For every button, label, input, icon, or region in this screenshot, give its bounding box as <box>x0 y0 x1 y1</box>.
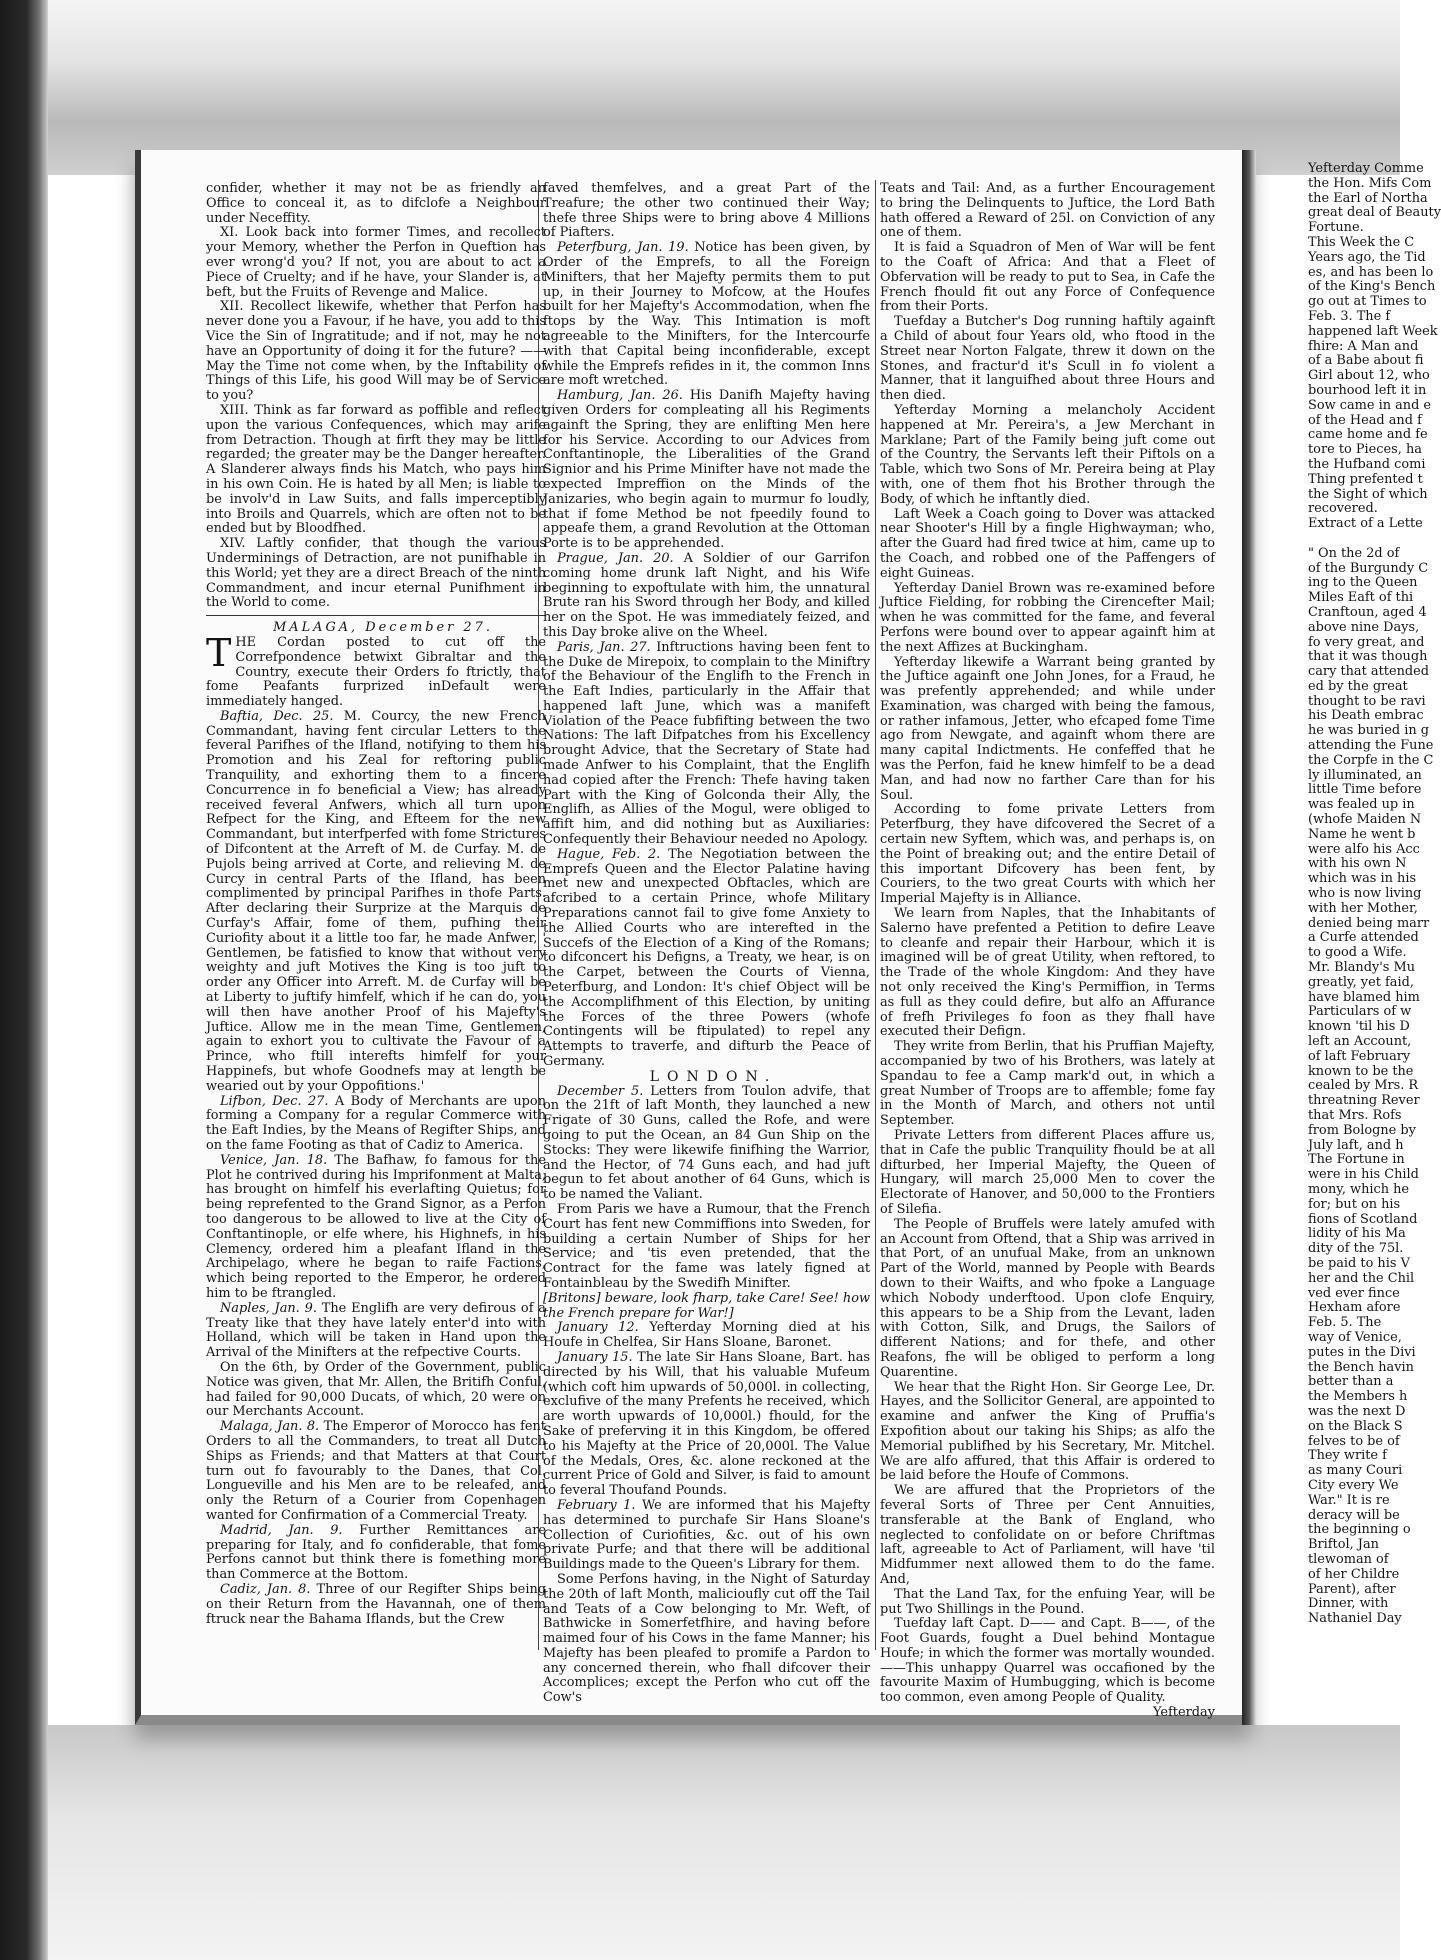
dateline: Paris, Jan. 27. <box>557 639 651 655</box>
column-3 <box>880 181 1215 1721</box>
dateline: Peterfburg, Jan. 19. <box>557 240 689 256</box>
dateline: Madrid, Jan. 9. <box>220 1522 343 1538</box>
text-line: Feb. 5. The <box>1308 1315 1382 1331</box>
text-line: was fealed up in <box>1308 797 1415 813</box>
text-line: Fortune. <box>1308 220 1364 236</box>
paragraph: We are affured that the Proprietors of the feveral Sorts of Three per Cent Annuities, transferable at the Bank of England, who neglected to confolidate on or before Chriftmas laft, agreeable to Act of Parliament, will have 'til Midfummer next allowed them to do the fame. And, <box>880 1483 1215 1587</box>
news-item: Baftia, Dec. 25. M. Courcy, the new French Commandant, having fent circular Letters to the feveral Parifhes of the Ifland, notifying to them his Promotion and his Zeal for reftoring public Tranquility, and exhorting them to a fincere Concurrence in fo beneficial a View; has already received feveral Anfwers, which all turn upon Refpect for the King, and Efteem for the new Commandant, but interfperfed with fome Strictures of Difcontent at the Arreft of M. de Curfay. M. de Pujols being arrived at Corte, and relieving M. de Curcy in central Parts of the Ifland, has been complimented by principal Parifhes in thofe Parts. After declaring their Surprize at the Marquis de Curfay's Affair, fome of them, pufhing their Curiofity about it a little too far, he made Anfwer, ' Gentlemen, be fatisfied to know that without very weighty and juft Motives the King is too juft to order any Officer into Arreft. M. de Curfay will be at Liberty to juftify himfelf, which if he can do, you will then have another Proof of his Majefty's Juftice. Allow me in the mean Time, Gentlemen, again to exhort you to cultivate the Favour of a Prince, who ftill interefts himfelf for your Happinefs, but whofe Goodnefs may at length be wearied out by your Oppofitions.' <box>206 708 546 1094</box>
text-line: great deal of Beauty <box>1308 205 1441 221</box>
text-line: that Mrs. Rofs <box>1308 1108 1402 1123</box>
text-line <box>1308 532 1418 547</box>
text-line: ed by the great <box>1308 678 1408 694</box>
text-line: known to be the <box>1308 1063 1414 1079</box>
news-item: Hague, Feb. 2. The Negotiation between the Emprefs Queen and the Elector Palatine having met new and unexpected Obftacles, which are afcribed to a certain Prince, whofe Military Preparations cannot fail to give fome Anxiety to the Allied Courts who are interefted in the Succefs of the Election of a King of the Romans; to difconcert his Defigns, a Treaty, we hear, is on the Carpet, between the Courts of Vienna, Peterfburg, and London: It's chief Object will be the Accomplifhment of this Election, by uniting the Forces of the three Powers (whofe Contingents will be ftipulated) to repel any Attempts to traverfe, and difturb the Peace of Germany. <box>543 846 870 1070</box>
text-line: above nine Days, <box>1308 619 1420 635</box>
text-line: Cranftoun, aged 4 <box>1308 604 1427 620</box>
text-line: The Fortune in <box>1308 1152 1405 1168</box>
text-line: go out at Times to <box>1308 294 1427 310</box>
paragraph: We learn from Naples, that the Inhabitants of Salerno have prefented a Petition to defire Leave to cleanfe and repair their Harbour, which it is imagined will be of great Utility, when reftored, to the Trade of the whole Kingdom: And they have not only received the King's Permiffion, in Terms as full as they could defire, but alfo an Affurance of frefh Privileges fo foon as they fhall have executed their Defign. <box>880 906 1215 1040</box>
paragraph: THE Cordan posted to cut off the Correfpondence betwixt Gibraltar and the Country, execute their Orders fo ftrictly, that fome Peafants furprized inDefault were immediately hanged. <box>206 630 546 710</box>
text-line: This Week the C <box>1308 234 1415 250</box>
news-item: January 12. Yefterday Morning died at his Houfe in Chelfea, Sir Hans Sloane, Baronet. <box>543 1320 870 1351</box>
text-line: greatly, yet faid, <box>1308 974 1414 990</box>
text-line: be paid to his V <box>1308 1255 1410 1271</box>
paragraph: We hear that the Right Hon. Sir George Lee, Dr. Hayes, and the Sollicitor General, are appointed to examine and anfwer the King of Pruffia's Expofition about our taking his Ships; as alfo the Memorial publifhed by his Secretary, Mr. Mitchel. We are alfo affured, that this Affair is ordered to be laid before the Houfe of Commons. <box>880 1379 1215 1484</box>
text-line: Parent), after <box>1308 1581 1396 1597</box>
text-line: of the Burgundy C <box>1308 560 1429 576</box>
text-line: es, and has been lo <box>1308 264 1434 280</box>
text-line: dity of the 75l. <box>1308 1241 1404 1257</box>
text-line: the Hufband comi <box>1308 456 1426 472</box>
text-line: cary that attended <box>1308 664 1430 680</box>
text-line: the beginning o <box>1308 1522 1411 1538</box>
text-line: July laft, and h <box>1308 1137 1404 1153</box>
text-line: Thing prefented t <box>1308 471 1423 487</box>
paragraph: Tuefday laft Capt. D—— and Capt. B——, of the Foot Guards, fought a Duel behind Montague Houfe; in which the former was mortally wounded.——This unhappy Quarrel was occafioned by the favourite Maxim of Humbugging, which is become too common, even among People of Quality. <box>880 1616 1215 1706</box>
paragraph: From Paris we have a Rumour, that the French Court has fent new Commiffions into Sweden, for building a certain Number of Ships for her Service; and 'tis even pretended, that the Contract for the fame was lately figned at Fontainbleau by the Swedifh Minifter. <box>543 1201 870 1291</box>
text-line: as many Couri <box>1308 1463 1403 1479</box>
column-rule <box>875 180 876 1650</box>
text-line: fions of Scotland <box>1308 1211 1418 1227</box>
text-line: were in his Child <box>1308 1167 1419 1183</box>
text-line: the Hon. Mifs Com <box>1308 175 1432 191</box>
text-line: Sow came in and e <box>1308 397 1432 413</box>
paragraph: XIV. Laftly confider, that though the various Underminings of Detraction, are not punifhable in this World; yet they are a direct Breach of the ninth Commandment, and incur eternal Punifhment in the World to come. <box>206 536 546 611</box>
text-line: tore to Pieces, ha <box>1308 442 1422 458</box>
paragraph: confider, whether it may not be as friendly an Office to conceal it, as to difclofe a Neighbour under Neceffity. <box>206 181 546 226</box>
paragraph: It is faid a Squadron of Men of War will be fent to the Coaft of Africa: And that a Fleet of Obfervation will be ready to put to Sea, in Cafe the French fhould fit out any Force of Confequence from their Ports. <box>880 240 1215 315</box>
text-line: of her Childre <box>1308 1566 1400 1582</box>
text-line: Dinner, with <box>1308 1596 1389 1612</box>
text-line: denied being marr <box>1308 915 1430 931</box>
paragraph: XII. Recollect likewife, whether that Perfon has never done you a Favour, if he have, you add to this Vice the Sin of Ingratitude; and if not, may he not have an Opportunity of doing it for the future? ——May the Time not come when, by the Inftability of Things of this Life, his good Will may be of Service to you? <box>206 299 546 404</box>
news-item: February 1. We are informed that his Majefty has determined to purchafe Sir Hans Sloane's Collection of Curiofities, &c. out of his own private Purfe; and that there will be additional Buildings made to the Queen's Library for them. <box>543 1497 870 1573</box>
news-item: Naples, Jan. 9. The Englifh are very defirous of a Treaty like that they have lately enter'd into with Holland, which will be taken in Hand upon the Arrival of the Minifters at the refpective Courts. <box>206 1300 546 1361</box>
text-line: Years ago, the Tid <box>1308 249 1426 265</box>
text-line: (whofe Maiden N <box>1308 812 1422 828</box>
text-line: little Time before <box>1308 782 1422 798</box>
text-line: Name he went b <box>1308 826 1416 842</box>
text-line: Hexham afore <box>1308 1300 1401 1316</box>
news-item: Venice, Jan. 18. The Bafhaw, fo famous for the Plot he contrived during his Imprifonment at Malta, has brought on himfelf his everlafting Quietus; for being reprefented to the Grand Signor, as a Perfon too dangerous to be allowed to live at the City of Conftantinople, or elfe where, his Highnefs, in his Clemency, ordered him a pleafant Ifland in the Archipelago, where he began to raife Factions, which being reported to the Emperor, he ordered him to be ftrangled. <box>206 1152 546 1301</box>
text-line: City every We <box>1308 1477 1399 1493</box>
text-line: have blamed him <box>1308 989 1420 1005</box>
page-fold-edge <box>1242 150 1256 1725</box>
text-line: attending the Fune <box>1308 738 1434 754</box>
paragraph: The People of Bruffels were lately amufed with an Account from Oftend, that a Ship was arrived in that Port, of an unufual Make, from an unknown Part of the World, manned by People with Beards down to their Waifts, and who fpoke a Language which Nobody underftood. Upon clofe Enquiry, this appears to be a Ship from the Levant, laden with Cotton, Silk, and Drugs, the Sailors of different Nations; and for thefe, and other Reafons, fhe will be obliged to perform a long Quarentine. <box>880 1216 1215 1380</box>
dateline: Lifbon, Dec. 27. <box>220 1093 329 1109</box>
text-line: threatning Rever <box>1308 1093 1420 1109</box>
text-line: Briftol, Jan <box>1308 1537 1379 1553</box>
text-line: who is now living <box>1308 886 1422 902</box>
text-line: Nathaniel Day <box>1308 1611 1402 1627</box>
dateline: Prague, Jan. 20. <box>557 550 674 566</box>
text-line: was the next D <box>1308 1403 1406 1419</box>
text-line: were alfo his Acc <box>1308 841 1420 857</box>
page-top-shadow <box>48 0 1400 175</box>
text-line: ved ever fince <box>1308 1285 1400 1301</box>
news-item: Cadiz, Jan. 8. Three of our Regifter Ships being on their Return from the Havannah, one of them ftruck near the Bahama Iflands, but the Crew <box>206 1581 546 1627</box>
text-line: the Bench havin <box>1308 1359 1414 1375</box>
text-line: They write f <box>1308 1448 1387 1464</box>
dateline: February 1. <box>557 1497 636 1513</box>
text-line: with his own N <box>1308 856 1407 872</box>
paragraph: Tuefday a Butcher's Dog running haftily againft a Child of about four Years old, who ftood in the Street near Norton Falgate, threw it down on the Stones, and fractur'd it's Scull in fo violent a Manner, that it languifhed about three Hours and then died. <box>880 314 1215 404</box>
paragraph: XI. Look back into former Times, and recollect your Memory, whether the Perfon in Queftion has ever wrong'd you? If not, you are about to act a Piece of Cruelty; and if he have, your Slander is, at beft, but the Fruits of Revenge and Malice. <box>206 225 546 300</box>
text-line: ing to the Queen <box>1308 575 1418 591</box>
text-line: his Death embrac <box>1308 708 1424 724</box>
paragraph: Yefterday Daniel Brown was re-examined before Juftice Fielding, for robbing the Cirencefter Mail; when he was committed for the fame, and feveral Perfons were bound over to appear againft him at the next Affizes at Buckingham. <box>880 580 1215 655</box>
text-line: on the Black S <box>1308 1418 1403 1434</box>
text-line: deracy will be <box>1308 1507 1400 1523</box>
paragraph: That the Land Tax, for the enfuing Year, will be put Two Shillings in the Pound. <box>880 1586 1215 1617</box>
dateline: Hamburg, Jan. 26. <box>557 388 683 404</box>
text-line: Girl about 12, who <box>1308 368 1430 384</box>
paragraph: Private Letters from different Places affure us, that in Cafe the public Tranquility fhould be at all difturbed, her Imperial Majefty, the Queen of Hungary, will march 25,000 Men to cover the Electorate of Hanover, and 50,000 to the Frontiers of Silefia. <box>880 1128 1215 1217</box>
verse: [Britons] beware, look fharp, take Care! See! how the French prepare for War!] <box>543 1290 870 1321</box>
text-line: of a Babe about fi <box>1308 353 1424 369</box>
text-line: which was in his <box>1308 871 1417 887</box>
news-item: Peterfburg, Jan. 19. Notice has been given, by Order of the Emprefs, to all the Foreign Minifters, that her Majefty permits them to put up, in their Journey to Mofcow, at the Houfes built for her Majefty's Accommodation, when fhe ftops by the Way. This Intimation is moft agreeable to the Minifters, for the Intercourfe with that Capital being inconfiderable, except while the Emprefs refides in it, the common Inns are moft wretched. <box>543 240 870 389</box>
drop-cap: T <box>206 630 232 675</box>
news-item: January 15. The late Sir Hans Sloane, Bart. has directed by his Will, that his valuable Mufeum (which coft him upwards of 50,000l. in collecting, exclufive of the many Prefents he received, which are worth upwards of 10,000l.) fhould, for the Sake of preferving it in this Kingdom, be offered to his Majefty at the Price of 20,000l. The Value of the Medals, Ores, &c. alone reckoned at the current Price of Gold and Silver, is faid to amount to feveral Thoufand Pounds. <box>543 1349 870 1499</box>
text-line: felves to be of <box>1308 1433 1400 1449</box>
book-spine-shadow <box>0 0 48 1960</box>
text-line: from Bologne by <box>1308 1122 1416 1138</box>
text-line: tlewoman of <box>1308 1551 1389 1567</box>
text-line: happened laft Week <box>1308 323 1438 339</box>
column-1 <box>206 182 546 1662</box>
text-line: Particulars of w <box>1308 1004 1412 1020</box>
news-item: Paris, Jan. 27. Inftructions having been fent to the Duke de Mirepoix, to complain to the Miniftry of the Behaviour of the Englifh to the French in the Eaft Indies, particularly in the Affair that happened laft June, which was a manifeft Violation of the Peace fubfifting between the two Nations: The laft Difpatches from his Excellency brought Advice, that the Secretary of State had made Anfwer to his Complaint, that the Englifh had copied after the French: Thefe having taken Part with the King of Golconda their Ally, the Englifh, as Allies of the Mogul, were obliged to affift him, and did nothing but as Auxiliaries: Confequently their Behaviour needed no Apology. <box>543 639 870 848</box>
column-2 <box>543 181 871 1706</box>
text-line: mony, which he <box>1308 1181 1410 1197</box>
text-line: way of Venice, <box>1308 1329 1402 1345</box>
dateline: January 15. <box>557 1349 633 1365</box>
text-line: came home and fe <box>1308 427 1428 443</box>
text-line: for; but on his <box>1308 1196 1401 1212</box>
text-line: with her Mother, <box>1308 900 1418 916</box>
column-4-next-page <box>1308 161 1441 1682</box>
dateline: December 5. <box>557 1083 644 1099</box>
news-item: December 5. Letters from Toulon advife, that on the 21ft of laft Month, they launched a new Frigate of 30 Guns, called the Rofe, and were going to put the Ocean, an 84 Gun Ship on the Stocks: They were likewife finifhing the Warrior, and the Hector, of 74 Guns each, and had juft begun to fet about another of 64 Guns, which is to be named the Valiant. <box>543 1083 870 1203</box>
news-item: Prague, Jan. 20. A Soldier of our Garrifon coming home drunk laft Night, and his Wife beginning to expoftulate with him, the unnatural Brute ran his Sword through her Body, and killed her on the Spot. He was immediately feized, and this Day broke alive on the Wheel. <box>543 550 870 640</box>
text-line: bourhood left it in <box>1308 382 1427 398</box>
dateline: January 12. <box>557 1320 639 1336</box>
dateline: Cadiz, Jan. 8. <box>220 1581 311 1597</box>
text-line: her and the Chil <box>1308 1270 1415 1286</box>
text-line: the Sight of which <box>1308 486 1428 502</box>
paragraph: They write from Berlin, that his Pruffian Majefty, accompanied by two of his Brothers, was lately at Spandau to fee a Camp mark'd out, in which a great Number of Troops are to affemble; fome fay in the Month of March, and others not until September. <box>880 1039 1215 1129</box>
text-line: of laft February <box>1308 1048 1411 1064</box>
divider <box>206 615 546 616</box>
text-line: ly illuminated, an <box>1308 767 1422 783</box>
text-line: known 'til his D <box>1308 1019 1410 1035</box>
text-line: to good a Wife. <box>1308 945 1407 961</box>
news-item: Hamburg, Jan. 26. His Danifh Majefty having given Orders for compleating all his Regiments againft the Spring, they are enlifting Men here for his Service. According to our Advices from Conftantinople, the Liberalities of the Grand Signior and his Prime Minifter have not made the expected Impreffion on the Minds of the Janizaries, who begin again to murmur fo loudly, that if fome Method be not fpeedily found to appeafe them, a grand Revolution at the Ottoman Porte is to be apprehended. <box>543 388 871 552</box>
dateline: Venice, Jan. 18. <box>220 1152 328 1168</box>
news-item: Lifbon, Dec. 27. A Body of Merchants are upon forming a Company for a regular Commerce with the Eaft Indies, by the Means of Regifter Ships, and on the fame Footing as that of Cadiz to America. <box>206 1093 546 1153</box>
text-line: of the Head and f <box>1308 412 1422 428</box>
london-heading: LONDON. <box>649 1068 778 1085</box>
text-line: Yefterday Comme <box>1308 161 1424 176</box>
paragraph: Yefterday Morning a melancholy Accident happened at Mr. Pereira's, a Jew Merchant in Marklane; Part of the Family being juft come out of the Country, the Servants left their Piftols on a Table, which two Sons of Mr. Pereira being at Play with, one of them fhot his Brother through the Body, of which he inftantly died. <box>880 402 1215 507</box>
text-line: " On the 2d of <box>1308 545 1400 561</box>
text-line: the Corpfe in the C <box>1308 752 1434 768</box>
paragraph: XIII. Think as far forward as poffible and reflect upon the various Confequences, which may arife from Detraction. Though at firft they may be little regarded; the greater may be the Danger hereafter. A Slanderer always finds his Match, who pays him in his own Coin. He is hated by all Men; is liable to be involv'd in Law Suits, and falls imperceptibly into Broils and Quarrels, which are often not to be ended but by Bloodfhed. <box>206 402 546 537</box>
text-line: Feb. 3. The f <box>1308 308 1391 324</box>
dateline-heading: MALAGA, December 27. <box>273 620 493 636</box>
paragraph: Yefterday likewife a Warrant being granted by the Juftice againft one John Jones, for a Fraud, he was prefently apprehended; and while under Examination, was charged with being the famous, or rather infamous, Jetter, who efcaped fome Time ago from Newgate, and againft whom there are many capital Indictments. He confeffed that he was the Perfon, faid he knew himfelf to be a dead Man, and had now no farther Care than for his Soul. <box>880 654 1215 803</box>
text-line: fo very great, and <box>1308 634 1425 650</box>
text-line: Miles Eaft of thi <box>1308 590 1414 606</box>
text-line: of the King's Bench <box>1308 279 1436 295</box>
paragraph: Some Perfons having, in the Night of Saturday the 20th of laft Month, malicioufly cut off the Tail and Teats of a Cow belonging to Mr. Weft, of Bathwicke in Somerfetfhire, and having before maimed four of his Cows in the fame Manner; his Majefty has been pleafed to promife a Pardon to any concerned therein, who fhall difcover their Accomplices; except the Perfon who cut off the Cow's <box>543 1571 870 1706</box>
news-item: Malaga, Jan. 8. The Emperor of Morocco has fent Orders to all the Commanders, to treat all Dutch Ships as Friends; and that Matters at that Court turn out fo favourably to the Danes, that Col. Longueville and his Men are to be releafed, and only the Return of a Courier from Copenhagen wanted for Confirmation of a Commercial Treaty. <box>206 1419 546 1523</box>
text-line: Extract of a Lette <box>1308 516 1423 532</box>
paragraph: faved themfelves, and a great Part of the Treafure; the other two continued their Way; thefe three Ships were to bring above 4 Millions of Piafters. <box>543 181 870 241</box>
text-line: lidity of his Ma <box>1308 1226 1406 1242</box>
text-line: Mr. Blandy's Mu <box>1308 960 1416 976</box>
page-bottom-shadow <box>48 1725 1400 1960</box>
dateline: Baftia, Dec. 25. <box>220 708 334 724</box>
catchword: Yefterday <box>1153 1705 1215 1721</box>
text-line: recovered. <box>1308 501 1378 517</box>
text-line: left an Account, <box>1308 1034 1412 1050</box>
text-line: better than a <box>1308 1374 1394 1390</box>
paragraph: According to fome private Letters from Peterfburg, they have difcovered the Secret of a certain new Syftem, which was, and perhaps is, on the Point of breaking out; and the entire Detail of this important Difcovery has been fent, by Couriers, to the two great Courts with which her Imperial Majefty is in Alliance. <box>880 802 1215 907</box>
dateline: Hague, Feb. 2. <box>557 846 661 862</box>
text-line: cealed by Mrs. R <box>1308 1078 1419 1094</box>
dateline: Naples, Jan. 9. <box>220 1300 317 1316</box>
text-line: fhire: A Man and <box>1308 338 1419 354</box>
text-line: he was buried in g <box>1308 723 1430 739</box>
news-item: Madrid, Jan. 9. Further Remittances are preparing for Italy, and fo confiderable, that fome Perfons cannot but think there is fomething more than Commerce at the Bottom. <box>206 1522 546 1583</box>
paragraph: On the 6th, by Order of the Government, public Notice was given, that Mr. Allen, the Britifh Conful, had failed for 90,000 Ducats, of which, 20 were on our Merchants Account. <box>206 1359 546 1420</box>
paragraph: Laft Week a Coach going to Dover was attacked near Shooter's Hill by a fingle Highwayman; who, after the Guard had fired twice at him, came up to the Coach, and robbed one of the Paffengers of eight Guineas. <box>880 506 1215 581</box>
text-line: the Earl of Northa <box>1308 190 1428 206</box>
text-line: a Curfe attended <box>1308 930 1419 946</box>
dateline: Malaga, Jan. 8. <box>220 1419 320 1435</box>
paragraph: Teats and Tail: And, as a further Encouragement to bring the Delinquents to Juftice, the Lord Bath hath offered a Reward of 25l. on Conviction of any one of them. <box>880 181 1215 241</box>
text-line: putes in the Divi <box>1308 1344 1416 1360</box>
text-line: thought to be ravi <box>1308 693 1426 709</box>
text-line: War." It is re <box>1308 1492 1390 1508</box>
text-line: that it was though <box>1308 649 1428 665</box>
text-line: the Members h <box>1308 1389 1408 1405</box>
